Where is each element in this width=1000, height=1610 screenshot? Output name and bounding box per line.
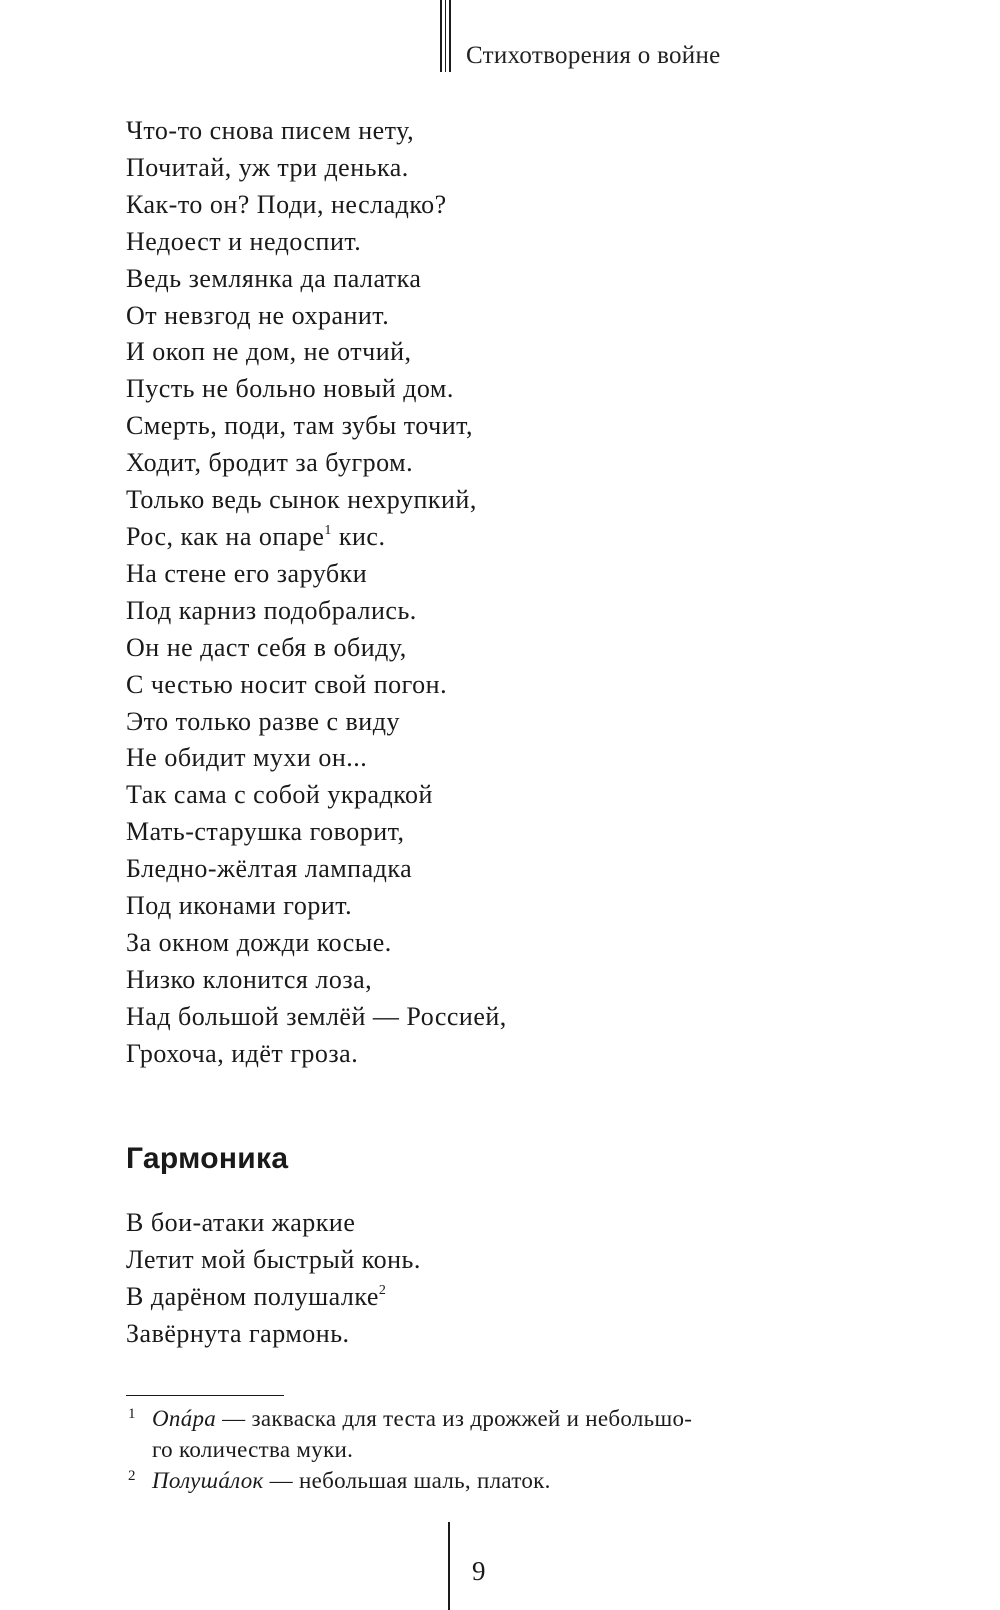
poem-line: Пусть не больно новый дом.	[126, 374, 454, 404]
footnotes	[126, 1403, 886, 1496]
footnote-marker-1: 1	[324, 522, 332, 538]
footnote-separator	[126, 1395, 284, 1396]
poem-line: Только ведь сынок нехрупкий,	[126, 485, 477, 515]
poem-text-2	[126, 1205, 421, 1353]
page-number: 9	[472, 1556, 486, 1586]
poem-line-tail: кис.	[331, 521, 386, 551]
poem-line: Почитай, уж три денька.	[126, 152, 409, 182]
poem-line: Мать-старушка говорит,	[126, 817, 405, 847]
footnote-marker-2: 2	[378, 1282, 387, 1298]
poem-line: На стене его зарубки	[126, 558, 368, 588]
poem-line: Что-то снова писем нету,	[126, 116, 415, 145]
poem-line-with-footnote	[126, 1279, 421, 1316]
header-ornament-rules	[440, 0, 454, 72]
poem-line: С честью носит свой погон.	[126, 669, 448, 699]
poem-line: Бледно-жёлтая лампадка	[126, 854, 413, 884]
poem-line: Ведь землянка да палатка	[126, 263, 422, 293]
running-title: Стихотворения о войне	[466, 42, 721, 69]
poem-line: Как-то он? Поди, несладко?	[126, 189, 447, 219]
footnote-2	[126, 1465, 886, 1496]
poem-line: Над большой землёй — Россией,	[126, 1001, 507, 1031]
poem-text	[126, 113, 507, 1073]
poem-line: Завёрнута гармонь.	[126, 1318, 350, 1348]
poem-line: За окном дожди косые.	[126, 927, 392, 957]
poem-line: Это только разве с виду	[126, 706, 400, 736]
poem-line: Грохоча, идёт гроза.	[126, 1038, 359, 1068]
poem-title: Гармоника	[126, 1142, 289, 1175]
poem-line: Он не даст себя в обиду,	[126, 632, 407, 662]
footnote-number: 2	[128, 1468, 136, 1484]
poem-line-text: Рос, как на опаре	[126, 521, 325, 551]
poem-line: Под иконами горит.	[126, 891, 353, 921]
footnote-1	[126, 1403, 886, 1465]
poem-line: Низко клонится лоза,	[126, 964, 373, 994]
footnote-number: 1	[128, 1406, 136, 1422]
page-number-rule	[448, 1522, 450, 1610]
poem-line: Под карниз подобрались.	[126, 595, 417, 625]
footnote-text-continued: го количества муки.	[152, 1437, 354, 1462]
footnote-term: Опáра	[152, 1406, 217, 1431]
poem-line: Ходит, бродит за бугром.	[126, 448, 414, 478]
poem-line: Недоест и недоспит.	[126, 226, 362, 256]
poem-line: В бои-атаки жаркие	[126, 1208, 356, 1237]
poem-line: Не обидит мухи он...	[126, 743, 368, 773]
poem-line: Летит мой быстрый конь.	[126, 1244, 421, 1274]
poem-line: Так сама с собой украдкой	[126, 780, 433, 810]
poem-line-text: В дарёном полушалке	[126, 1281, 379, 1311]
footnote-text: — небольшая шаль, платок.	[263, 1468, 551, 1493]
poem-line-with-footnote	[126, 519, 507, 556]
poem-line: Смерть, поди, там зубы точит,	[126, 411, 474, 441]
poem-line: И окоп не дом, не отчий,	[126, 337, 412, 367]
footnote-text: — закваска для теста из дрожжей и небольшо-	[216, 1406, 693, 1431]
poem-line: От невзгод не охранит.	[126, 300, 390, 330]
footnote-term: Полушáлок	[152, 1468, 264, 1493]
